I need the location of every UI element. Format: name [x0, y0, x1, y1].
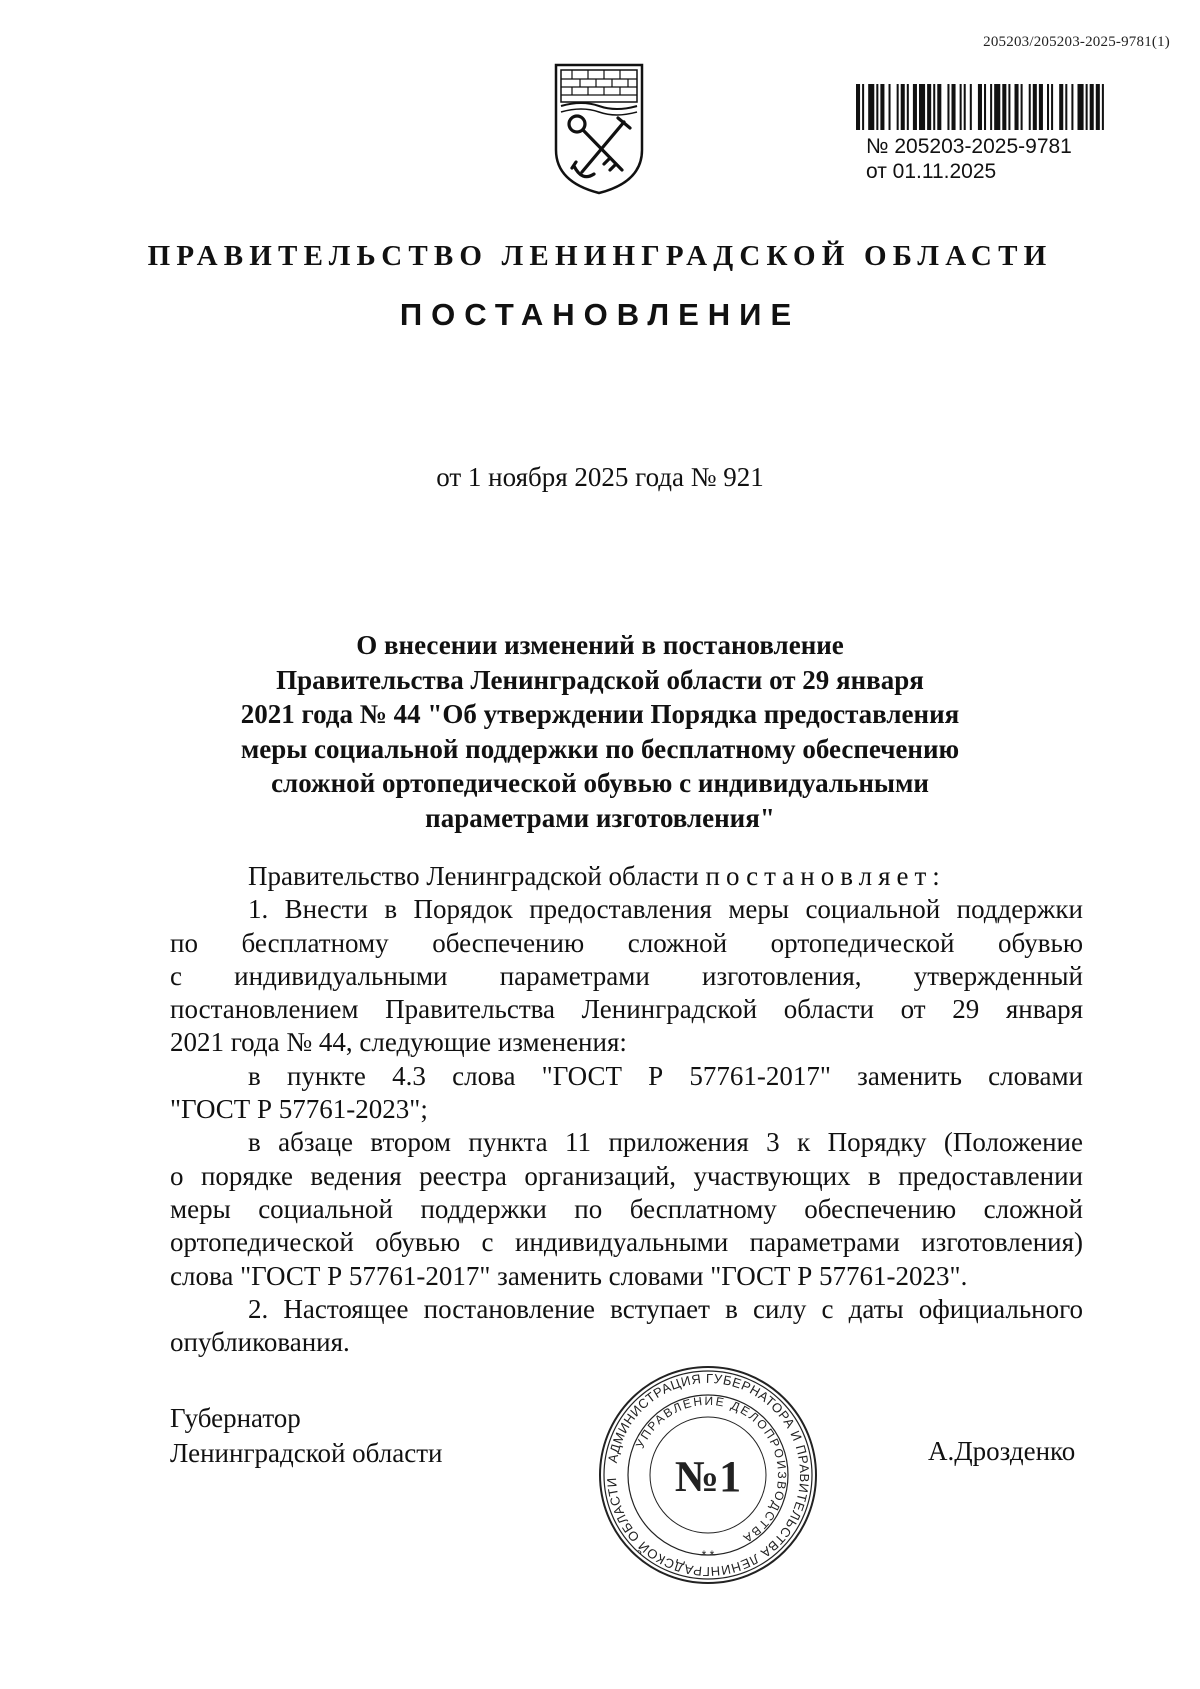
- document-date: от 1 ноября 2025 года № 921: [436, 462, 764, 492]
- document-type: ПОСТАНОВЛЕНИЕ: [399, 297, 801, 332]
- registration-date: от 01.11.2025: [866, 160, 997, 183]
- paragraph-line: по бесплатному обеспечению сложной ортопедической обувью: [170, 927, 1083, 958]
- subject-line: О внесении изменений в постановление: [356, 630, 844, 660]
- document-subject: [190, 628, 1010, 835]
- paragraph-line: меры социальной поддержки по бесплатному обеспечению сложной: [170, 1193, 1083, 1224]
- signatory-position-line: Губернатор: [170, 1403, 301, 1433]
- paragraph-line: в пункте 4.3 слова "ГОСТ Р 57761-2017" заменить словами: [248, 1060, 1083, 1091]
- registration-number: № 205203-2025-9781: [866, 135, 1072, 158]
- leningrad-oblast-coat-of-arms-icon: [552, 62, 646, 196]
- document-body: [170, 860, 1083, 1359]
- paragraph-line: ортопедической обувью с индивидуальными параметрами изготовления): [170, 1227, 1083, 1258]
- preamble-text: Правительство Ленинградской области: [248, 861, 706, 891]
- seal-number: №1: [674, 1452, 742, 1501]
- paragraph-line: о порядке ведения реестра организаций, участвующих в предоставлении: [170, 1160, 1083, 1191]
- official-seal-icon: [596, 1363, 820, 1587]
- subject-line: меры социальной поддержки по бесплатному обеспечению: [240, 733, 960, 764]
- paragraph-line: 1. Внести в Порядок предоставления меры социальной поддержки: [248, 894, 1083, 925]
- subject-line: сложной ортопедической обувью с индивидуальными: [271, 768, 929, 798]
- signatory-position-line: Ленинградской области: [170, 1438, 443, 1468]
- signatory-name: А.Дрозденко: [928, 1436, 1076, 1466]
- paragraph-line: с индивидуальными параметрами изготовления, утвержденный: [170, 960, 1083, 991]
- government-title: ПРАВИТЕЛЬСТВО ЛЕНИНГРАДСКОЙ ОБЛАСТИ: [147, 240, 1053, 272]
- seal-outer-text: АДМИНИСТРАЦИЯ ГУБЕРНАТОРА И ПРАВИТЕЛЬСТВА ЛЕНИНГРАДСКОЙ ОБЛАСТИ: [603, 1370, 813, 1580]
- document-reference: 205203/205203-2025-9781(1): [983, 34, 1170, 50]
- barcode-icon: [856, 84, 1110, 130]
- paragraph-line: постановлением Правительства Ленинградской области от 29 января: [170, 994, 1083, 1025]
- paragraph-line: 2. Настоящее постановление вступает в силу с даты официального: [248, 1293, 1083, 1324]
- paragraph-line: опубликования.: [170, 1327, 350, 1358]
- preamble-verb: постановляет:: [705, 861, 946, 891]
- paragraph-line: в абзаце втором пункта 11 приложения 3 к Порядку (Положение: [248, 1127, 1083, 1158]
- paragraph-line: слова "ГОСТ Р 57761-2017" заменить словами "ГОСТ Р 57761-2023".: [170, 1260, 968, 1291]
- signatory-position: [170, 1401, 442, 1471]
- svg-text:* *: * *: [701, 1548, 715, 1562]
- seal-inner-text: УПРАВЛЕНИЕ ДЕЛОПРОИЗВОДСТВА: [632, 1393, 790, 1547]
- paragraph-line: "ГОСТ Р 57761-2023";: [170, 1094, 428, 1125]
- paragraph-line: 2021 года № 44, следующие изменения:: [170, 1027, 627, 1058]
- preamble: [170, 860, 1083, 893]
- subject-line: 2021 года № 44 "Об утверждении Порядка предоставления: [240, 699, 960, 729]
- subject-line: параметрами изготовления": [425, 802, 775, 833]
- subject-line: Правительства Ленинградской области от 29 января: [276, 664, 924, 695]
